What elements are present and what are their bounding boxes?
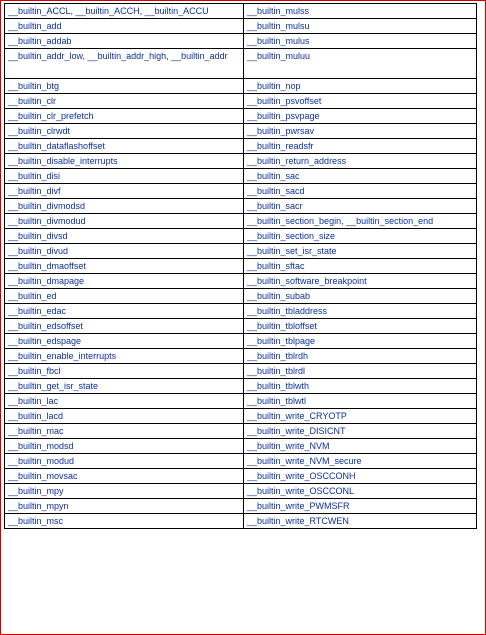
- builtin-name-cell-right: __builtin_mulss: [244, 4, 477, 19]
- builtin-name-cell-left: __builtin_edac: [5, 304, 244, 319]
- builtin-name-cell-left: __builtin_movsac: [5, 469, 244, 484]
- table-row: [5, 184, 477, 199]
- builtin-name-cell-right: __builtin_section_begin, __builtin_section_end: [244, 214, 477, 229]
- builtin-name-cell-right: __builtin_tbladdress: [244, 304, 477, 319]
- builtin-name-cell-left: __builtin_dataflashoffset: [5, 139, 244, 154]
- builtin-name-cell-right: __builtin_tbloffset: [244, 319, 477, 334]
- table-row: [5, 484, 477, 499]
- table-row: [5, 169, 477, 184]
- table-row: [5, 304, 477, 319]
- table-row: [5, 49, 477, 79]
- table-row: [5, 394, 477, 409]
- builtin-name-cell-right: __builtin_section_size: [244, 229, 477, 244]
- builtin-name-cell-left: __builtin_addab: [5, 34, 244, 49]
- builtin-name-cell-left: __builtin_clr_prefetch: [5, 109, 244, 124]
- builtin-functions-table-body: [5, 4, 477, 529]
- builtin-name-cell-right: __builtin_tblwth: [244, 379, 477, 394]
- builtin-name-cell-right: __builtin_write_RTCWEN: [244, 514, 477, 529]
- table-row: [5, 469, 477, 484]
- table-row: [5, 4, 477, 19]
- builtin-name-cell-right: __builtin_write_NVM: [244, 439, 477, 454]
- table-row: [5, 244, 477, 259]
- builtin-name-cell-left: __builtin_edsoffset: [5, 319, 244, 334]
- builtin-name-cell-left: __builtin_divmodsd: [5, 199, 244, 214]
- builtin-name-cell-right: __builtin_software_breakpoint: [244, 274, 477, 289]
- builtin-name-cell-left: __builtin_dmapage: [5, 274, 244, 289]
- table-row: [5, 514, 477, 529]
- builtin-name-cell-right: __builtin_psvpage: [244, 109, 477, 124]
- builtin-name-cell-right: __builtin_muluu: [244, 49, 477, 79]
- builtin-name-cell-left: __builtin_addr_low, __builtin_addr_high, __builtin_addr: [5, 49, 244, 79]
- builtin-name-cell-left: __builtin_edspage: [5, 334, 244, 349]
- builtin-name-cell-right: __builtin_pwrsav: [244, 124, 477, 139]
- table-row: [5, 349, 477, 364]
- builtin-name-cell-left: __builtin_divmodud: [5, 214, 244, 229]
- table-row: [5, 379, 477, 394]
- builtin-name-cell-left: __builtin_clrwdt: [5, 124, 244, 139]
- table-row: [5, 214, 477, 229]
- table-row: [5, 274, 477, 289]
- table-row: [5, 199, 477, 214]
- table-row: [5, 109, 477, 124]
- builtin-name-cell-right: __builtin_sacr: [244, 199, 477, 214]
- table-row: [5, 259, 477, 274]
- builtin-name-cell-right: __builtin_sftac: [244, 259, 477, 274]
- builtin-name-cell-left: __builtin_lacd: [5, 409, 244, 424]
- builtin-name-cell-right: __builtin_set_isr_state: [244, 244, 477, 259]
- table-row: [5, 154, 477, 169]
- table-row: [5, 364, 477, 379]
- builtin-name-cell-right: __builtin_tblpage: [244, 334, 477, 349]
- builtin-name-cell-left: __builtin_btg: [5, 79, 244, 94]
- builtin-name-cell-right: __builtin_psvoffset: [244, 94, 477, 109]
- builtin-name-cell-left: __builtin_clr: [5, 94, 244, 109]
- builtin-name-cell-left: __builtin_get_isr_state: [5, 379, 244, 394]
- builtin-name-cell-left: __builtin_msc: [5, 514, 244, 529]
- builtin-name-cell-right: __builtin_mulsu: [244, 19, 477, 34]
- builtin-name-cell-right: __builtin_write_OSCCONL: [244, 484, 477, 499]
- builtin-name-cell-right: __builtin_sacd: [244, 184, 477, 199]
- table-row: [5, 454, 477, 469]
- builtin-name-cell-left: __builtin_divf: [5, 184, 244, 199]
- builtin-name-cell-left: __builtin_lac: [5, 394, 244, 409]
- table-row: [5, 139, 477, 154]
- builtin-name-cell-left: __builtin_disable_interrupts: [5, 154, 244, 169]
- builtin-name-cell-left: __builtin_mpy: [5, 484, 244, 499]
- builtin-name-cell-right: __builtin_tblrdl: [244, 364, 477, 379]
- table-row: [5, 424, 477, 439]
- builtin-name-cell-left: __builtin_disi: [5, 169, 244, 184]
- table-row: [5, 439, 477, 454]
- table-row: [5, 334, 477, 349]
- builtin-name-cell-left: __builtin_mac: [5, 424, 244, 439]
- builtin-name-cell-left: __builtin_divud: [5, 244, 244, 259]
- builtin-functions-table: [4, 3, 477, 529]
- table-row: [5, 124, 477, 139]
- builtin-name-cell-right: __builtin_tblrdh: [244, 349, 477, 364]
- builtin-name-cell-right: __builtin_write_DISICNT: [244, 424, 477, 439]
- builtin-name-cell-left: __builtin_dmaoffset: [5, 259, 244, 274]
- table-row: [5, 319, 477, 334]
- builtin-name-cell-right: __builtin_nop: [244, 79, 477, 94]
- builtin-name-cell-right: __builtin_subab: [244, 289, 477, 304]
- builtin-name-cell-right: __builtin_mulus: [244, 34, 477, 49]
- table-row: [5, 409, 477, 424]
- table-row: [5, 79, 477, 94]
- builtin-name-cell-left: __builtin_ed: [5, 289, 244, 304]
- builtin-name-cell-right: __builtin_sac: [244, 169, 477, 184]
- builtin-name-cell-right: __builtin_tblwtl: [244, 394, 477, 409]
- table-row: [5, 34, 477, 49]
- builtin-name-cell-right: __builtin_write_CRYOTP: [244, 409, 477, 424]
- table-row: [5, 289, 477, 304]
- builtin-name-cell-right: __builtin_write_PWMSFR: [244, 499, 477, 514]
- table-row: [5, 499, 477, 514]
- builtin-name-cell-right: __builtin_write_NVM_secure: [244, 454, 477, 469]
- builtin-name-cell-left: __builtin_ACCL, __builtin_ACCH, __builtin_ACCU: [5, 4, 244, 19]
- builtin-name-cell-left: __builtin_mpyn: [5, 499, 244, 514]
- table-row: [5, 229, 477, 244]
- builtin-name-cell-left: __builtin_enable_interrupts: [5, 349, 244, 364]
- builtin-name-cell-right: __builtin_write_OSCCONH: [244, 469, 477, 484]
- builtin-name-cell-right: __builtin_return_address: [244, 154, 477, 169]
- table-row: [5, 19, 477, 34]
- builtin-name-cell-left: __builtin_fbcl: [5, 364, 244, 379]
- builtin-name-cell-left: __builtin_modud: [5, 454, 244, 469]
- builtin-name-cell-left: __builtin_divsd: [5, 229, 244, 244]
- builtin-name-cell-right: __builtin_readsfr: [244, 139, 477, 154]
- table-row: [5, 94, 477, 109]
- builtin-name-cell-left: __builtin_modsd: [5, 439, 244, 454]
- builtin-name-cell-left: __builtin_add: [5, 19, 244, 34]
